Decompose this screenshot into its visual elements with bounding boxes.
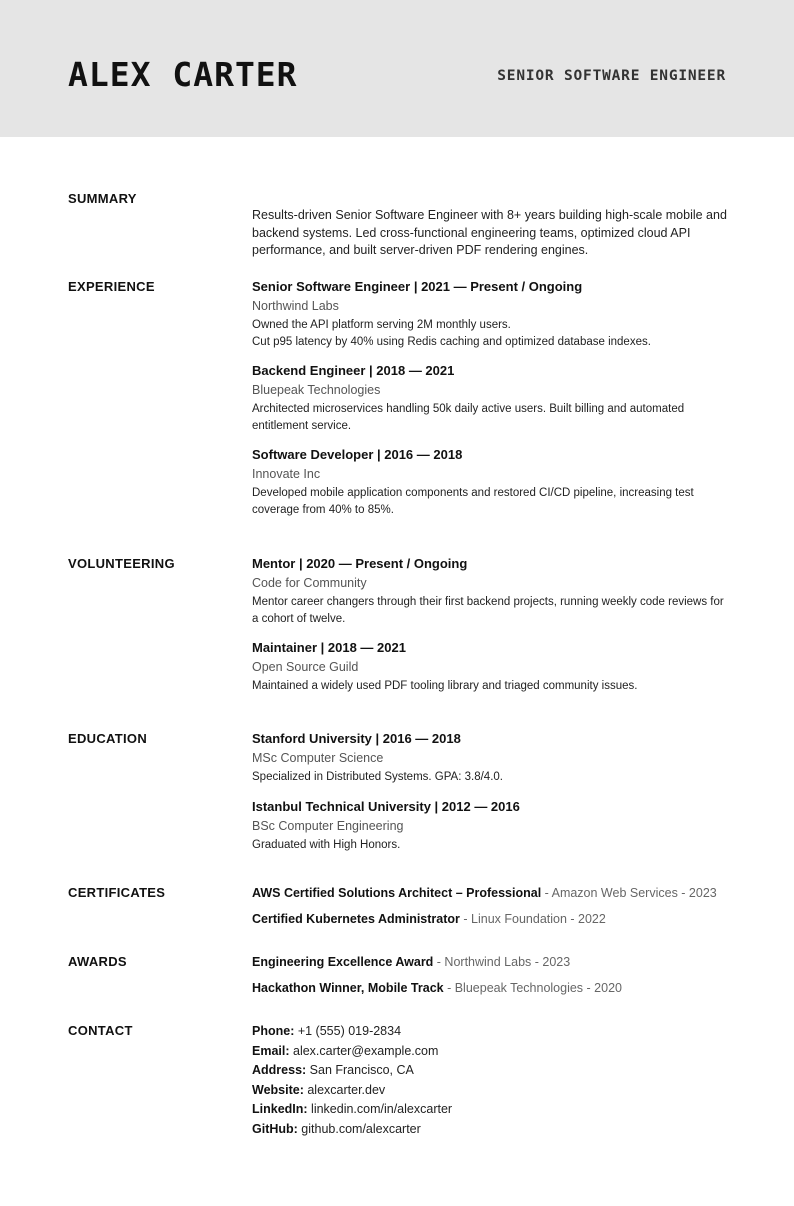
entry-title: Istanbul Technical University | 2012 — 2016	[252, 798, 520, 814]
entry-description: Developed mobile application components and restored CI/CD pipeline, increasing test coverage from 40% to 85%.	[252, 487, 694, 516]
entry-organization: Northwind Labs	[252, 299, 339, 313]
volunteering-heading: VOLUNTEERING	[68, 556, 175, 571]
contact-address-label: Address:	[252, 1063, 307, 1077]
contact-github-label: GitHub:	[252, 1121, 298, 1136]
entry-degree: BSc Computer Engineering	[252, 818, 404, 833]
contact-phone-value: +1 (555) 019-2834	[294, 1024, 402, 1038]
contact-phone-label: Phone:	[252, 1024, 295, 1038]
contact-linkedin-label: LinkedIn:	[252, 1102, 308, 1116]
education-heading: EDUCATION	[68, 731, 148, 746]
contact-github	[252, 1120, 732, 1140]
certificate-detail: - Linux Foundation - 2022	[459, 912, 606, 926]
entry-description: Architected microservices handling 50k daily active users. Built billing and automated entitlement service.	[252, 403, 685, 432]
award-detail: - Bluepeak Technologies - 2020	[443, 981, 622, 995]
entry-description: Mentor career changers through their first backend projects, running weekly code reviews for a cohort of twelve.	[252, 596, 724, 625]
entry-organization: Bluepeak Technologies	[252, 383, 381, 397]
contact-email	[252, 1042, 732, 1062]
entry-description: Graduated with High Honors.	[252, 838, 401, 851]
experience-entry	[252, 362, 732, 434]
entry-organization: Innovate Inc	[252, 467, 321, 481]
candidate-name: ALEX CARTER	[68, 55, 298, 94]
summary-heading: SUMMARY	[68, 191, 137, 206]
contact-email-label: Email:	[252, 1043, 290, 1058]
entry-title: Mentor | 2020 — Present / Ongoing	[252, 556, 468, 571]
experience-entry	[252, 278, 732, 350]
contact-address	[252, 1061, 732, 1081]
education-entry	[252, 798, 732, 854]
entry-degree: MSc Computer Science	[252, 751, 384, 765]
entry-title: Backend Engineer | 2018 — 2021	[252, 363, 455, 378]
award-item	[252, 953, 732, 971]
entry-title: Maintainer | 2018 — 2021	[252, 640, 406, 655]
contact-linkedin	[252, 1100, 732, 1120]
education-entry	[252, 730, 732, 786]
entry-description: Maintained a widely used PDF tooling library and triaged community issues.	[252, 680, 638, 692]
volunteering-entry	[252, 555, 732, 627]
entry-title: Stanford University | 2016 — 2018	[252, 731, 461, 746]
experience-entry	[252, 446, 732, 518]
contact-address-value: San Francisco, CA	[306, 1063, 414, 1077]
experience-heading: EXPERIENCE	[68, 279, 155, 294]
contact-heading: CONTACT	[68, 1023, 133, 1038]
contact-linkedin-value: linkedin.com/in/alexcarter	[307, 1102, 453, 1116]
entry-description: Owned the API platform serving 2M monthly users.	[252, 319, 511, 331]
contact-github-value: github.com/alexcarter	[297, 1121, 421, 1136]
certificate-name: AWS Certified Solutions Architect – Professional	[252, 886, 542, 900]
contact-website-label: Website:	[252, 1082, 304, 1097]
certificate-item	[252, 910, 732, 928]
certificate-item	[252, 884, 732, 902]
contact-email-value: alex.carter@example.com	[289, 1043, 439, 1058]
entry-organization: Code for Community	[252, 576, 367, 590]
summary-text: Results-driven Senior Software Engineer with 8+ years building high-scale mobile and backend systems. Led cross-functional engineering teams, optimized cloud API performance, and built server-driven PDF rendering engines.	[252, 208, 727, 257]
certificates-heading: CERTIFICATES	[68, 885, 166, 900]
volunteering-entry	[252, 639, 732, 695]
contact-website	[252, 1081, 732, 1101]
entry-organization: Open Source Guild	[252, 660, 359, 674]
award-name: Hackathon Winner, Mobile Track	[252, 981, 444, 995]
entry-title: Senior Software Engineer | 2021 — Present / Ongoing	[252, 279, 583, 294]
contact-phone	[252, 1022, 732, 1042]
contact-website-value: alexcarter.dev	[303, 1082, 386, 1097]
award-detail: - Northwind Labs - 2023	[433, 955, 571, 969]
award-item	[252, 979, 732, 997]
awards-heading: AWARDS	[68, 954, 127, 969]
certificate-name: Certified Kubernetes Administrator	[252, 912, 460, 926]
candidate-title: SENIOR SOFTWARE ENGINEER	[497, 68, 726, 84]
entry-description: Cut p95 latency by 40% using Redis caching and optimized database indexes.	[252, 335, 651, 348]
resume-header	[0, 0, 794, 137]
entry-title: Software Developer | 2016 — 2018	[252, 447, 463, 462]
certificate-detail: - Amazon Web Services - 2023	[541, 886, 717, 900]
entry-description: Specialized in Distributed Systems. GPA: 3.8/4.0.	[252, 771, 503, 783]
award-name: Engineering Excellence Award	[252, 955, 434, 969]
